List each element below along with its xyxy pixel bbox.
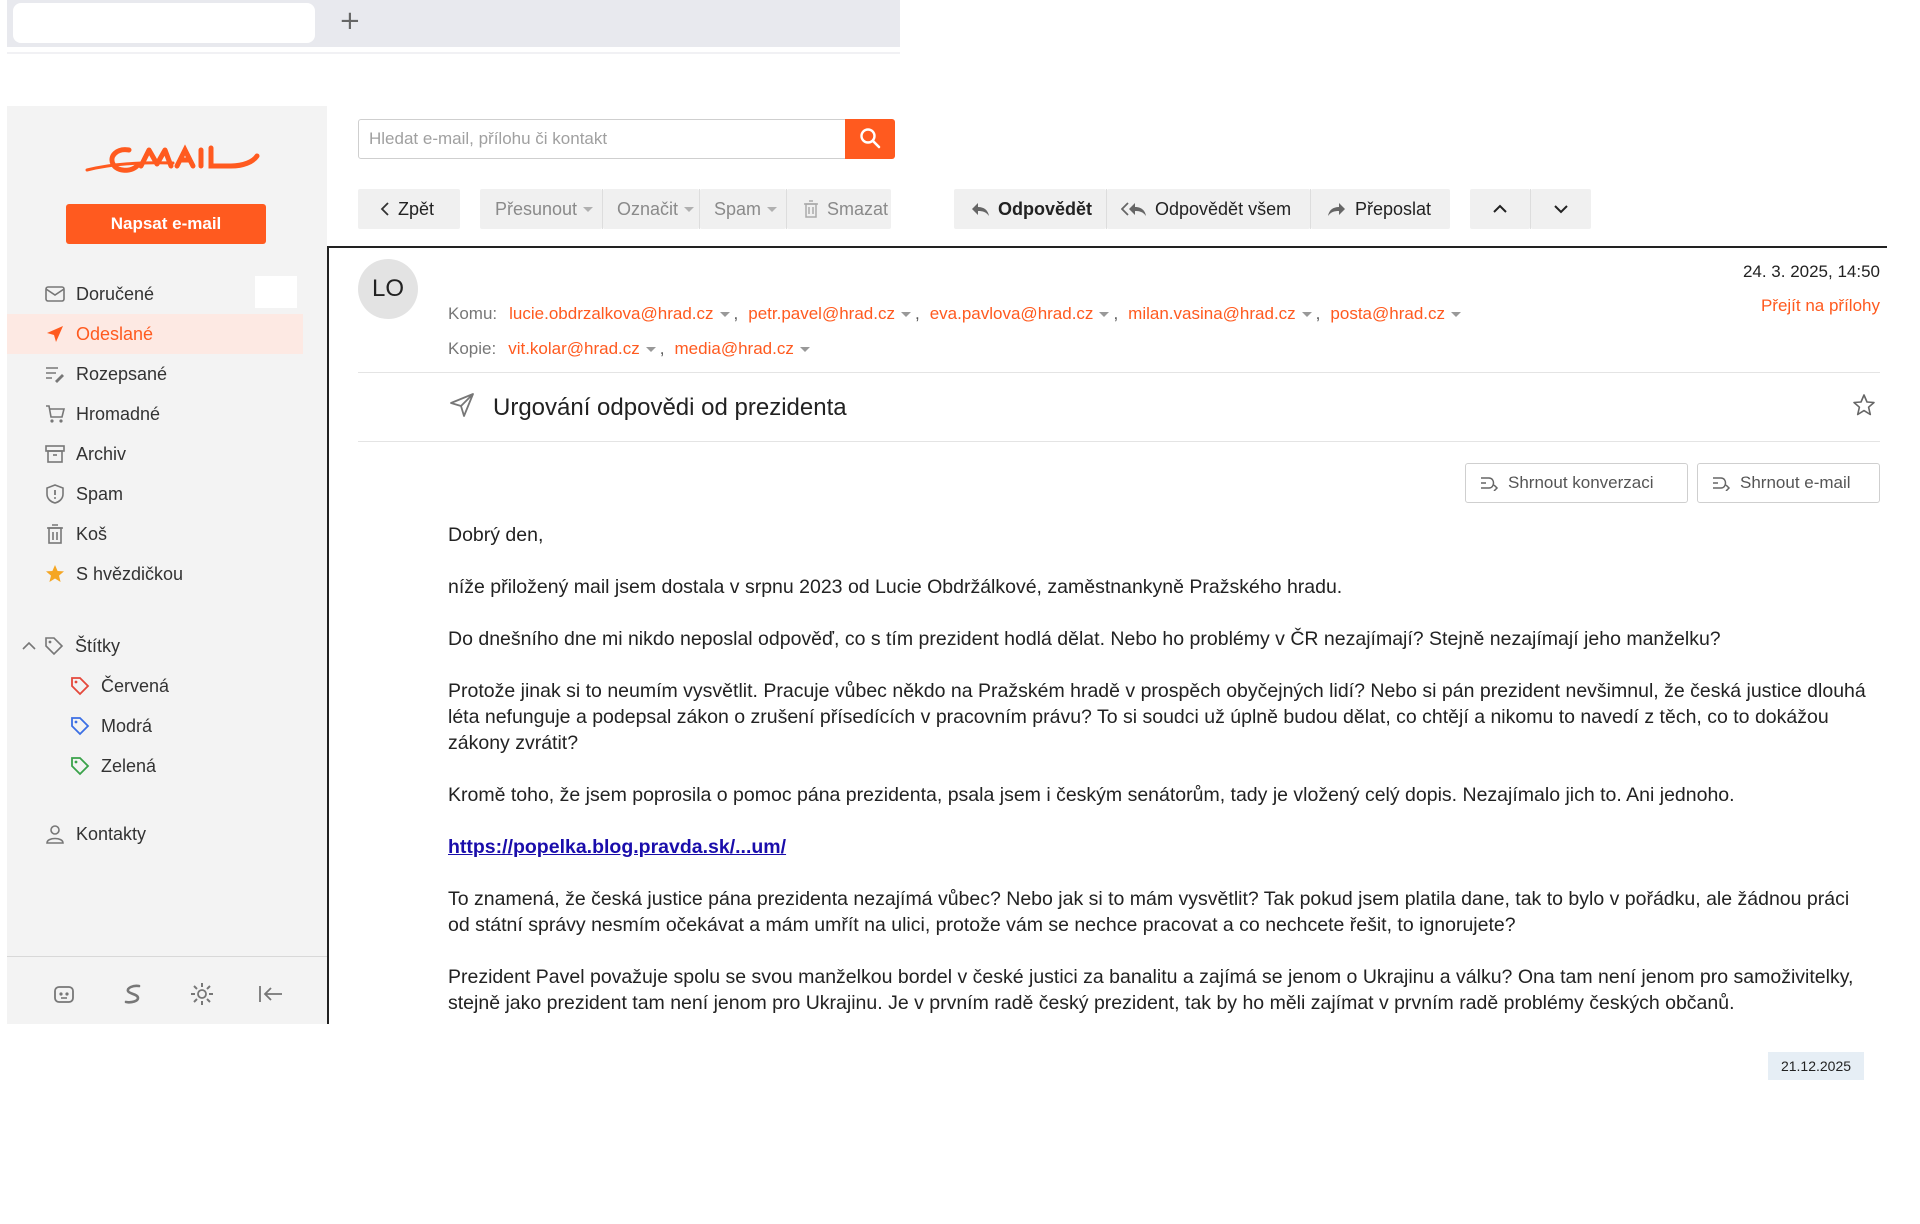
archive-icon — [44, 443, 66, 465]
body-paragraph: Kromě toho, že jsem poprosila o pomoc pána prezidenta, psala jsem i českým senátorům, tady je vložený celý dopis. Nezajímalo jich to. Ani jednoho. — [448, 784, 1735, 806]
header-divider — [358, 372, 1880, 373]
caret-down-icon[interactable] — [1451, 312, 1461, 317]
folder-inbox[interactable] — [7, 274, 303, 314]
folder-spam[interactable] — [7, 474, 303, 514]
to-label: Komu: — [448, 304, 498, 323]
message-body — [448, 522, 1868, 1024]
recipients-to — [448, 304, 1461, 324]
unread-badge — [255, 276, 297, 308]
cart-icon — [44, 403, 66, 425]
chevron-down-icon — [1553, 204, 1569, 214]
star-icon — [44, 563, 66, 585]
spam-label: Spam — [714, 198, 762, 219]
browser-tab-strip — [7, 0, 900, 47]
caret-down-icon[interactable] — [1302, 312, 1312, 317]
folder-archive[interactable] — [7, 434, 303, 474]
send-icon — [44, 323, 66, 345]
recipient-address[interactable]: eva.pavlova@hrad.cz — [929, 304, 1094, 323]
reading-pane-border — [327, 246, 1887, 248]
search-icon — [859, 127, 881, 149]
body-paragraph: To znamená, že česká justice pána prezidenta nezajímá vůbec? Nebo jak si to mám vysvětlit? Tak pokud jsem platila dane, tak to bylo v pořádku, ale žádnou práci od státní správy nesmím očekávat a mám umřít na ulici, protože vám se nechce pracovat a co nechcete řešit, to ignorujete? — [448, 888, 1850, 936]
reading-pane-border-left — [327, 246, 329, 1024]
recipient-address[interactable]: petr.pavel@hrad.cz — [748, 304, 895, 323]
separator: , — [1315, 304, 1321, 323]
folder-list — [7, 274, 303, 594]
compose-button[interactable]: Napsat e-mail — [66, 204, 266, 244]
folder-label: Archiv — [76, 443, 127, 464]
forward-button[interactable] — [1311, 189, 1450, 229]
folder-sent[interactable] — [7, 314, 303, 354]
sender-avatar: LO — [358, 259, 418, 319]
delete-label: Smazat — [827, 198, 889, 219]
star-toggle-icon[interactable] — [1852, 393, 1876, 422]
folder-starred[interactable] — [7, 554, 303, 594]
search-input[interactable] — [358, 119, 846, 159]
mark-label: Označit — [617, 198, 679, 219]
folder-label: S hvězdičkou — [76, 563, 184, 584]
collapse-sidebar-icon[interactable] — [253, 976, 289, 1012]
trash-icon — [803, 200, 819, 218]
chevron-left-icon — [380, 201, 390, 217]
label-text: Modrá — [101, 715, 153, 736]
previous-message-button[interactable] — [1470, 189, 1530, 229]
tag-red-icon — [69, 675, 91, 697]
search-bar — [358, 119, 895, 159]
contacts-link[interactable] — [7, 814, 303, 854]
caret-down-icon[interactable] — [901, 312, 911, 317]
caret-down-icon[interactable] — [1099, 312, 1109, 317]
cc-address[interactable]: media@hrad.cz — [674, 339, 794, 358]
label-green[interactable] — [7, 746, 303, 786]
summarize-conversation-label: Shrnout konverzaci — [1508, 473, 1654, 492]
caret-down-icon — [767, 207, 777, 212]
person-icon — [44, 823, 66, 845]
forward-label: Přeposlat — [1355, 198, 1432, 219]
body-paragraph: Do dnešního dne mi nikdo neposlal odpověď, co s tím prezident hodlá dělat. Nebo ho problémy v ČR nezajímají? Stejně nezajímají jeho manželku? — [448, 628, 1721, 650]
back-button[interactable] — [358, 189, 460, 229]
summarize-icon — [1480, 475, 1500, 491]
move-dropdown[interactable] — [480, 189, 602, 229]
chevron-up-icon — [1492, 204, 1508, 214]
new-tab-button[interactable]: + — [339, 6, 361, 36]
caret-down-icon[interactable] — [720, 312, 730, 317]
mark-dropdown[interactable] — [603, 189, 699, 229]
label-text: Zelená — [101, 755, 157, 776]
drafts-icon — [44, 363, 66, 385]
trash-icon — [44, 523, 66, 545]
caret-down-icon — [583, 207, 593, 212]
reply-button[interactable] — [954, 189, 1106, 229]
cc-address[interactable]: vit.kolar@hrad.cz — [508, 339, 640, 358]
folder-label: Rozepsané — [76, 363, 168, 384]
body-paragraph: Dobrý den, — [448, 524, 544, 546]
chatbot-icon[interactable] — [46, 976, 82, 1012]
label-blue[interactable] — [7, 706, 303, 746]
folder-bulk[interactable] — [7, 394, 303, 434]
message-subject: Urgování odpovědi od prezidenta — [493, 394, 847, 421]
folder-label: Odeslané — [76, 323, 154, 344]
shield-icon — [44, 483, 66, 505]
chevron-up-icon[interactable] — [21, 635, 37, 657]
seznam-s-icon[interactable] — [115, 976, 151, 1012]
folder-label: Spam — [76, 483, 124, 504]
back-label: Zpět — [398, 198, 435, 219]
browser-tab[interactable] — [13, 3, 315, 43]
settings-gear-icon[interactable] — [184, 976, 220, 1012]
email-logo[interactable] — [81, 136, 261, 184]
folder-drafts[interactable] — [7, 354, 303, 394]
summarize-icon — [1712, 475, 1732, 491]
subject-divider — [358, 441, 1880, 442]
cc-label: Kopie: — [448, 339, 497, 358]
recipient-address[interactable]: lucie.obdrzalkova@hrad.cz — [509, 304, 714, 323]
summarize-email-label: Shrnout e-mail — [1740, 473, 1851, 492]
sent-message-icon — [449, 392, 475, 423]
label-text: Červená — [101, 675, 170, 696]
contacts-label: Kontakty — [76, 823, 147, 844]
folder-label: Hromadné — [76, 403, 161, 424]
message-date: 24. 3. 2025, 14:50 — [1742, 262, 1880, 281]
reply-all-button[interactable] — [1107, 189, 1310, 229]
tab-strip-divider — [7, 52, 900, 54]
attachments-link[interactable]: Přejít na přílohy — [1760, 296, 1880, 315]
caret-down-icon — [684, 207, 694, 212]
blog-link[interactable]: https://popelka.blog.pravda.sk/...um/ — [448, 836, 787, 858]
reply-all-icon — [1121, 201, 1147, 217]
labels-header[interactable] — [7, 626, 303, 666]
reply-icon — [970, 201, 990, 217]
summarize-conversation-button[interactable] — [1465, 463, 1688, 503]
body-paragraph: níže přiložený mail jsem dostala v srpnu 2023 od Lucie Obdržálkové, zaměstnankyně Pražského hradu. — [448, 576, 1343, 598]
reply-all-label: Odpovědět všem — [1155, 198, 1292, 219]
delete-button[interactable] — [787, 189, 891, 229]
caret-down-icon[interactable] — [646, 347, 656, 352]
tag-blue-icon — [69, 715, 91, 737]
spam-dropdown[interactable] — [700, 189, 786, 229]
taskbar-date: 21.12.2025 — [1768, 1052, 1864, 1080]
labels-section — [7, 626, 303, 786]
separator: , — [914, 304, 920, 323]
search-button[interactable] — [845, 119, 895, 159]
summarize-email-button[interactable] — [1697, 463, 1880, 503]
body-paragraph: Prezident Pavel považuje spolu se svou manželkou bordel v české justici za banalitu a zajímá se jenom o Ukrajinu a válku? Ona tam není jenom pro samoživitelky, stejně jako prezident tam není jenom pro Ukrajinu. Je v prvním radě český prezident, tak by ho měli zajímat v prvním radě problémy českých občanů. — [448, 966, 1854, 1014]
contacts-section — [7, 814, 303, 854]
recipient-address[interactable]: posta@hrad.cz — [1330, 304, 1445, 323]
folder-trash[interactable] — [7, 514, 303, 554]
separator: , — [659, 339, 665, 358]
next-message-button[interactable] — [1531, 189, 1591, 229]
folder-label: Koš — [76, 523, 108, 544]
labels-header-text: Štítky — [75, 635, 121, 656]
sidebar — [7, 106, 327, 1024]
tag-green-icon — [69, 755, 91, 777]
tag-icon — [43, 635, 65, 657]
forward-icon — [1327, 201, 1347, 217]
caret-down-icon[interactable] — [800, 347, 810, 352]
folder-label: Doručené — [76, 283, 155, 304]
separator: , — [1113, 304, 1119, 323]
body-paragraph: Protože jinak si to neumím vysvětlit. Pracuje vůbec někdo na Pražském hradě v prospěch obyčejných lidí? Nebo si pán prezident nevšimnul, že česká justice dlouhá léta nefunguje a podepsal zákon o zrušení přísedících v pracovním právu? To si soudci už úplně budou dělat, co chtějí a nikomu to navedí z těch, co to dokážou zákony zvrátit? — [448, 680, 1866, 754]
separator: , — [733, 304, 739, 323]
inbox-icon — [44, 283, 66, 305]
move-label: Přesunout — [495, 198, 578, 219]
recipient-address[interactable]: milan.vasina@hrad.cz — [1128, 304, 1296, 323]
recipients-cc — [448, 339, 810, 359]
sidebar-divider — [7, 956, 327, 957]
sidebar-tools — [7, 966, 327, 1022]
reply-label: Odpovědět — [998, 198, 1093, 219]
label-red[interactable] — [7, 666, 303, 706]
